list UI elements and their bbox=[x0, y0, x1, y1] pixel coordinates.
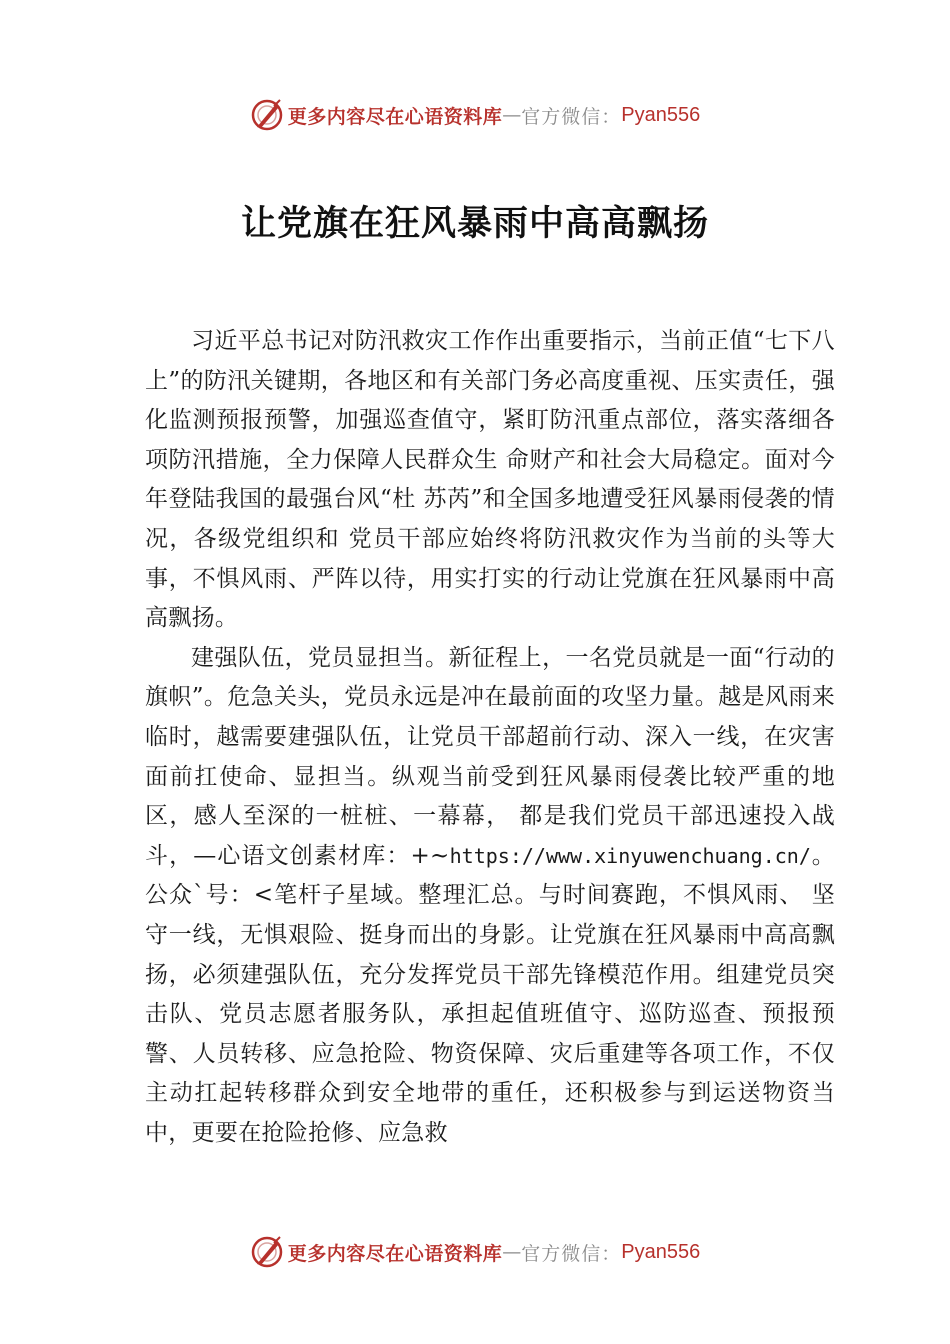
bottom-watermark-banner bbox=[0, 1232, 950, 1272]
inline-url: https://www.xinyuwenchuang.cn/ bbox=[449, 843, 811, 868]
banner-wechat-id: Pyan556 bbox=[621, 103, 701, 126]
paragraph-1: 习近平总书记对防汛救灾工作作出重要指示，当前正值“七下八上”的防汛关键期，各地区和有关部门务必高度重视、压实责任，强化监测预报预警，加强巡查值守，紧盯防汛重点部位，落实落细各项防汛措施，全力保障人民群众生 命财产和社会大局稳定。面对今年登陆我国的最强台风“杜 苏芮”和全国多地遭受狂风暴雨侵袭的情况，各级党组织和 党员干部应始终将防汛救灾作为当前的头等大事，不惧风雨、严阵以待，用实打实的行动让党旗在狂风暴雨中高高飘扬。 bbox=[145, 328, 835, 632]
banner-wechat-label: 官方微信： bbox=[521, 1242, 622, 1265]
banner-wechat-id: Pyan556 bbox=[621, 1240, 701, 1263]
banner-dash: — bbox=[502, 104, 522, 126]
document-body bbox=[145, 322, 835, 1153]
paragraph-2-text-a: 建强队伍，党员显担当。新征程上，一名党员就是一面“行动的旗帜”。危急关头，党员永远是冲在最前面的攻坚力量。越是风雨来临时，越需要建强队伍，让党员干部超前行动、深入一线，在灾害面前扛使命、显担当。纵观当前受到狂风暴雨侵袭比较严重的地区，感人至深的一桩桩、一幕幕， 都是我们党员干部迅速投入战斗，—心语文创素材库：+~ bbox=[145, 644, 835, 869]
banner-dash: — bbox=[502, 1241, 522, 1263]
banner-wechat-label: 官方微信： bbox=[521, 105, 622, 128]
quill-seal-logo-icon bbox=[250, 1235, 284, 1269]
quill-seal-logo-icon bbox=[250, 98, 284, 132]
top-watermark-banner bbox=[0, 95, 950, 135]
banner-brand-text: 更多内容尽在心语资料库 bbox=[287, 105, 503, 128]
document-title: 让党旗在狂风暴雨中高高飘扬 bbox=[240, 203, 709, 244]
banner-brand-text: 更多内容尽在心语资料库 bbox=[287, 1242, 503, 1265]
paragraph-2-text-b: 。公众`号：<笔杆子星域。整理汇总。与时间赛跑，不惧风雨、 坚守一线，无惧艰险、挺身而出的身影。让党旗在狂风暴雨中高高飘扬，必须建强队伍，充分发挥党员干部先锋模范作用。组建党员突击队、党员志愿者服务队，承担起值班值守、巡防巡查、预报预警、人员转移、应急抢险、物资保障、灾后重建等各项工作，不仅主动扛起转移群众到安全地带的重任，还积极参与到运送物资当中，更要在抢险抢修、应急救 bbox=[145, 842, 835, 1146]
paragraph-2 bbox=[145, 639, 835, 1154]
